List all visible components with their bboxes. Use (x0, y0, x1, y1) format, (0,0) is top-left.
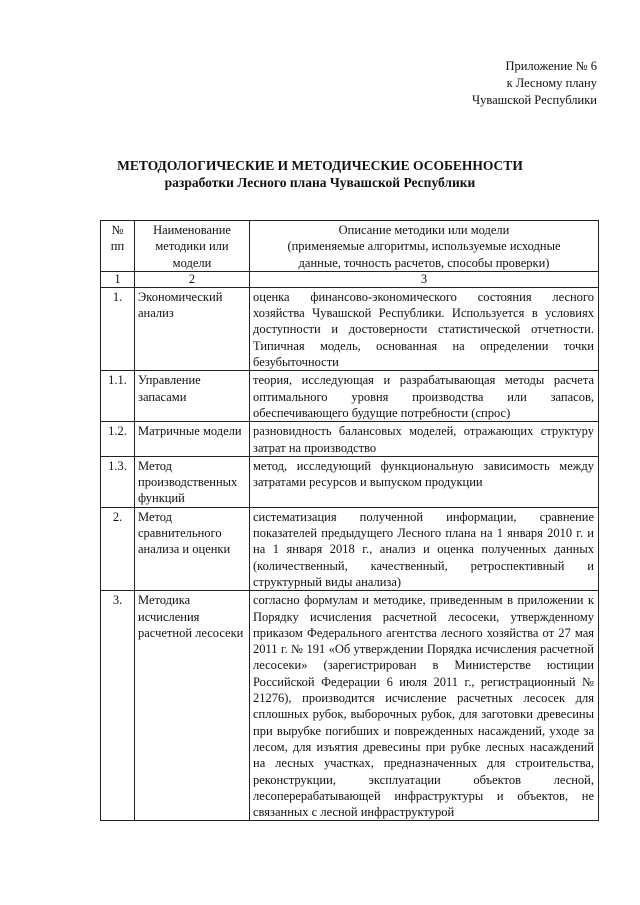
row-number: 1. (101, 287, 135, 370)
method-description: систематизация полученной информации, сравнение показателей предыдущего Лесного плана на 1 января 2010 г. и на 1 января 2018 г., анализ и оценка полученных данных (количественный, качественный, ретроспективный и структурный виды анализа) (250, 507, 599, 590)
row-number: 1.3. (101, 456, 135, 507)
method-name: Метод сравнительного анализа и оценки (135, 507, 250, 590)
column-number: 2 (135, 271, 250, 287)
methods-table (100, 220, 599, 821)
column-number: 3 (250, 271, 599, 287)
method-name: Управление запасами (135, 371, 250, 422)
table-row (101, 456, 599, 507)
method-description: согласно формулам и методике, приведенным в приложении к Порядку исчисления расчетной лесосеки, утвержденному приказом Федерального агентства лесного хозяйства от 27 мая 2011 г. № 191 «Об утверждении Порядка исчисления расчетной лесосеки» (зарегистрирован в Министерстве юстиции Российской Федерации 6 июля 2011 г., регистрационный № 21276), производится исчисление расчетных лесосек для сплошных рубок, выборочных рубок, для заготовки древесины при вырубке погибших и поврежденных насаждений, уходе за лесом, для изъятия древесины при рубке лесных насаждений на лесных участках, предназначенных для строительства, реконструкции, эксплуатации объектов лесной, лесоперерабатывающей инфраструктуры и объектов, не связанных с лесной инфраструктурой (250, 591, 599, 821)
table-row (101, 591, 599, 821)
appendix-plan: к Лесному плану (506, 76, 597, 90)
document-title (0, 157, 640, 191)
title-main: МЕТОДОЛОГИЧЕСКИЕ И МЕТОДИЧЕСКИЕ ОСОБЕННОСТИ (117, 158, 523, 173)
table-row (101, 507, 599, 590)
method-name: Матричные модели (135, 422, 250, 457)
table-row (101, 371, 599, 422)
row-number: 3. (101, 591, 135, 821)
column-number-row (101, 271, 599, 287)
method-name: Экономический анализ (135, 287, 250, 370)
appendix-number: Приложение № 6 (505, 59, 597, 73)
table-header-row (101, 221, 599, 272)
column-number: 1 (101, 271, 135, 287)
header-number: № пп (101, 221, 135, 272)
method-description: разновидность балансовых моделей, отражающих структуру затрат на производство (250, 422, 599, 457)
method-description: метод, исследующий функциональную зависимость между затратами ресурсов и выпуском продукции (250, 456, 599, 507)
header-name: Наименование методики или модели (135, 221, 250, 272)
row-number: 2. (101, 507, 135, 590)
method-description: теория, исследующая и разрабатывающая методы расчета оптимального уровня производства или запасов, обеспечивающего будущие потребности (спрос) (250, 371, 599, 422)
table-row (101, 287, 599, 370)
method-name: Методика исчисления расчетной лесосеки (135, 591, 250, 821)
method-name: Метод производственных функций (135, 456, 250, 507)
row-number: 1.1. (101, 371, 135, 422)
appendix-reference (472, 58, 597, 109)
header-description: Описание методики или модели (применяемые алгоритмы, используемые исходные данные, точность расчетов, способы проверки) (250, 221, 599, 272)
row-number: 1.2. (101, 422, 135, 457)
appendix-region: Чувашской Республики (471, 93, 597, 107)
table-row (101, 422, 599, 457)
title-sub: разработки Лесного плана Чувашской Республики (164, 175, 476, 190)
method-description: оценка финансово-экономического состояния лесного хозяйства Чувашской Республики. Используется в условиях доступности и достоверности статистической отчетности. Типичная модель, основанная на определении точки безубыточности (250, 287, 599, 370)
